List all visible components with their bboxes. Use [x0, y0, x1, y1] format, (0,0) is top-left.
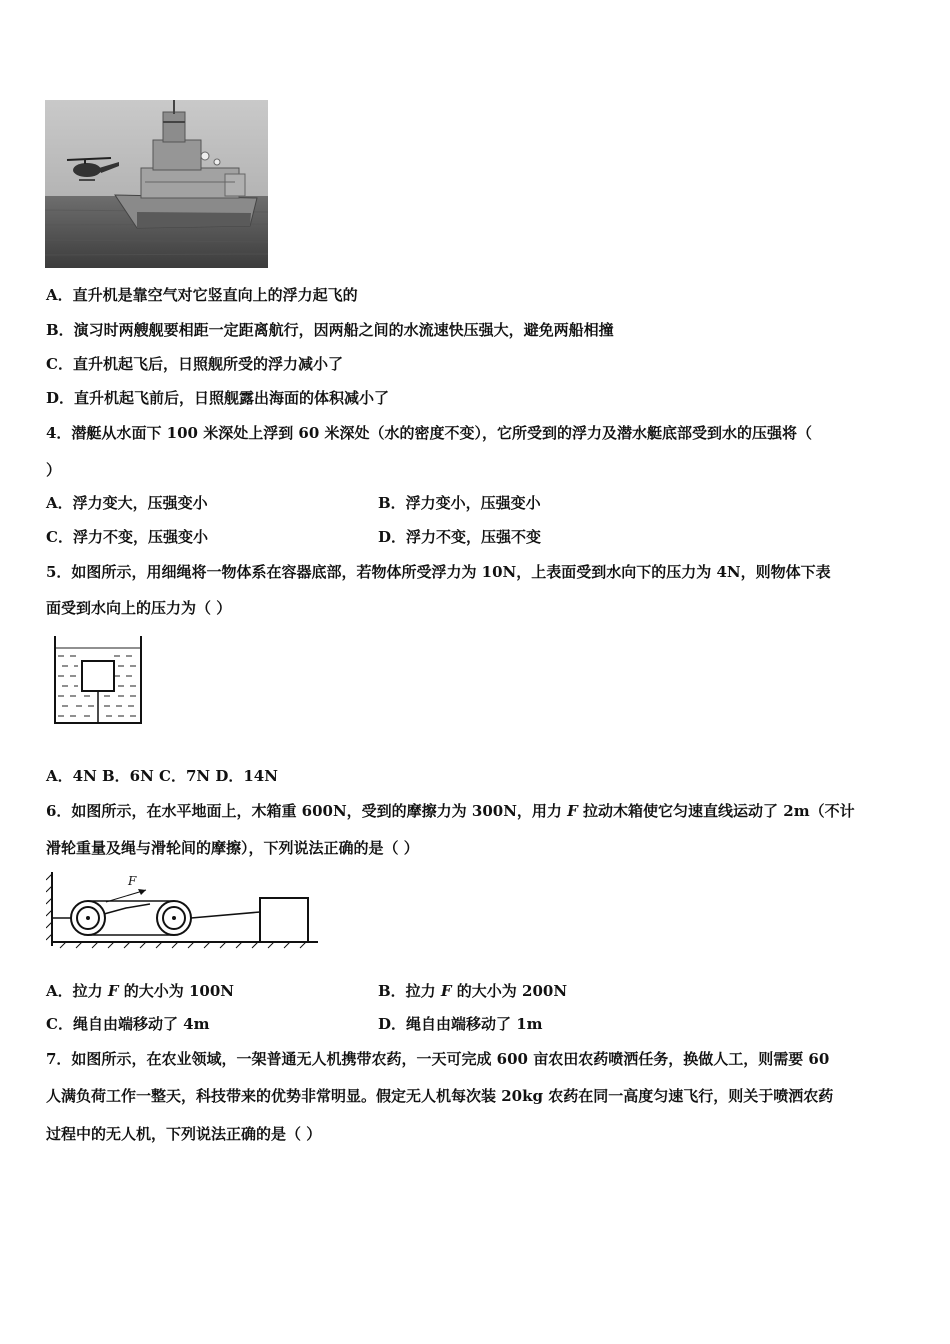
q7-stem-line2: 人满负荷工作一整天，科技带来的优势非常明显。假定无人机每次装 20kg 农药在同一高度匀速飞行，则关于喷洒农药 — [46, 1087, 834, 1105]
q6-option-d: D．绳自由端移动了 1m — [378, 1015, 543, 1033]
q4-option-c: C．浮力不变，压强变小 — [46, 528, 208, 546]
q6-stem-text-a: 6．如图所示，在水平地面上，木箱重 600N，受到的摩擦力为 300N，用力 — [46, 802, 568, 820]
q6-figure-force-label: F — [128, 874, 137, 888]
q3-option-d: D．直升机起飞前后，日照舰露出海面的体积减小了 — [46, 389, 390, 407]
q7-stem-line3: 过程中的无人机，下列说法正确的是（ ） — [46, 1125, 322, 1143]
q7-stem-line1: 7．如图所示，在农业领域，一架普通无人机携带农药，一天可完成 600 亩农田农药喷洒任务，换做人工，则需要 60 — [46, 1050, 830, 1068]
q6-stem-force-symbol: F — [567, 802, 578, 820]
q6-option-b-post: 的大小为 200N — [451, 982, 568, 1000]
q4-stem-line2: ） — [46, 461, 62, 479]
ship-helicopter-photo — [45, 100, 268, 268]
pulley-crate-figure — [46, 868, 322, 952]
q6-option-c: C．绳自由端移动了 4m — [46, 1015, 210, 1033]
q6-option-a — [46, 981, 234, 1001]
q6-stem-line2: 滑轮重量及绳与滑轮间的摩擦），下列说法正确的是（ ） — [46, 839, 419, 857]
q4-stem-line1: 4．潜艇从水面下 100 米深处上浮到 60 米深处（水的密度不变），它所受到的浮力及潜水艇底部受到水的压强将（ — [46, 424, 813, 442]
q6-option-a-force: F — [107, 982, 119, 1000]
q6-stem-text-b: 拉动木箱使它匀速直线运动了 2m（不计 — [577, 802, 855, 820]
q5-stem-line2: 面受到水向上的压力为（ ） — [46, 599, 232, 617]
q4-option-d: D．浮力不变，压强不变 — [378, 528, 542, 546]
q3-option-b: B．演习时两艘舰要相距一定距离航行，因两船之间的水流速快压强大，避免两船相撞 — [46, 321, 614, 339]
q6-stem-line1 — [46, 801, 855, 821]
container-block-figure — [52, 636, 144, 726]
q5-stem-line1: 5．如图所示，用细绳将一物体系在容器底部，若物体所受浮力为 10N，上表面受到水向下的压力为 4N，则物体下表 — [46, 563, 831, 581]
q6-option-b — [378, 981, 567, 1001]
q6-option-a-pre: A．拉力 — [46, 982, 108, 1000]
q6-option-b-pre: B．拉力 — [378, 982, 441, 1000]
q3-option-c: C．直升机起飞后，日照舰所受的浮力减小了 — [46, 355, 343, 373]
q6-option-a-post: 的大小为 100N — [118, 982, 234, 1000]
q4-option-a: A．浮力变大，压强变小 — [46, 494, 208, 512]
q6-option-b-force: F — [440, 982, 452, 1000]
q4-option-b: B．浮力变小，压强变小 — [378, 494, 541, 512]
q3-option-a: A．直升机是靠空气对它竖直向上的浮力起飞的 — [46, 286, 358, 304]
q5-options: A．4N B．6N C．7N D．14N — [46, 767, 278, 785]
